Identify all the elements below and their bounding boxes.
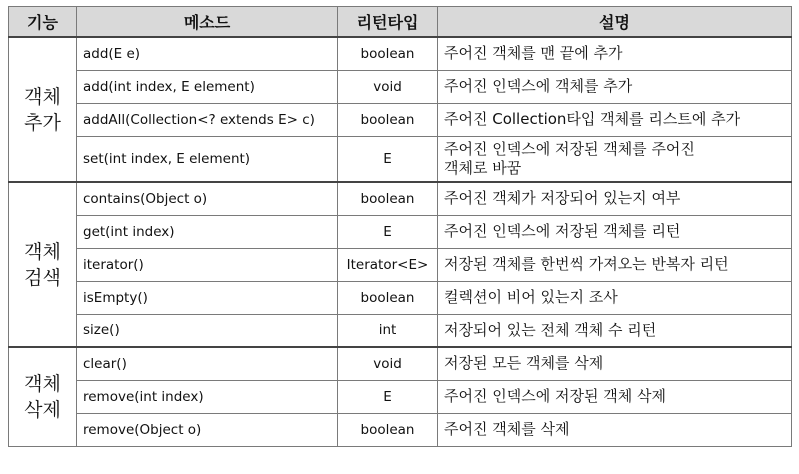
return-type-cell: void [338,70,438,103]
table-row [9,37,792,70]
method-cell: add(int index, E element) [77,70,338,103]
table-row [9,70,792,103]
description-cell: 주어진 인덱스에 객체를 추가 [438,70,792,103]
description-cell: 저장된 객체를 한번씩 가져오는 반복자 리턴 [438,248,792,281]
description-cell: 저장되어 있는 전체 객체 수 리턴 [438,314,792,347]
table-row [9,314,792,347]
group-label: 객체 추가 [9,37,77,182]
return-type-cell: void [338,347,438,380]
method-cell: clear() [77,347,338,380]
table-row [9,413,792,446]
table-row [9,281,792,314]
description-cell: 주어진 인덱스에 저장된 객체 삭제 [438,380,792,413]
description-cell: 저장된 모든 객체를 삭제 [438,347,792,380]
return-type-cell: boolean [338,182,438,215]
header-feature: 기능 [9,7,77,38]
description-cell: 컬렉션이 비어 있는지 조사 [438,281,792,314]
group-0 [9,37,792,182]
return-type-cell: boolean [338,281,438,314]
table-row [9,347,792,380]
table-row [9,380,792,413]
table-row [9,248,792,281]
return-type-cell: Iterator<E> [338,248,438,281]
group-label: 객체 검색 [9,182,77,347]
return-type-cell: int [338,314,438,347]
group-2 [9,347,792,446]
return-type-cell: boolean [338,37,438,70]
method-cell: addAll(Collection<? extends E> c) [77,103,338,136]
table-row [9,182,792,215]
method-cell: contains(Object o) [77,182,338,215]
return-type-cell: E [338,215,438,248]
description-cell: 주어진 Collection타입 객체를 리스트에 추가 [438,103,792,136]
header-return-type: 리턴타입 [338,7,438,38]
description-cell: 주어진 인덱스에 저장된 객체를 리턴 [438,215,792,248]
method-cell: add(E e) [77,37,338,70]
description-cell: 주어진 객체가 저장되어 있는지 여부 [438,182,792,215]
table-row [9,103,792,136]
return-type-cell: E [338,136,438,182]
return-type-cell: boolean [338,103,438,136]
method-cell: size() [77,314,338,347]
table-row [9,215,792,248]
method-cell: remove(Object o) [77,413,338,446]
table-row [9,136,792,182]
method-cell: set(int index, E element) [77,136,338,182]
return-type-cell: boolean [338,413,438,446]
header-description: 설명 [438,7,792,38]
list-methods-table [8,6,792,447]
return-type-cell: E [338,380,438,413]
group-1 [9,182,792,347]
description-cell: 주어진 인덱스에 저장된 객체를 주어진 객체로 바꿈 [438,136,792,182]
description-cell: 주어진 객체를 맨 끝에 추가 [438,37,792,70]
method-cell: get(int index) [77,215,338,248]
header-method: 메소드 [77,7,338,38]
method-cell: remove(int index) [77,380,338,413]
method-cell: iterator() [77,248,338,281]
group-label: 객체 삭제 [9,347,77,446]
description-cell: 주어진 객체를 삭제 [438,413,792,446]
method-cell: isEmpty() [77,281,338,314]
table-header [9,7,792,38]
